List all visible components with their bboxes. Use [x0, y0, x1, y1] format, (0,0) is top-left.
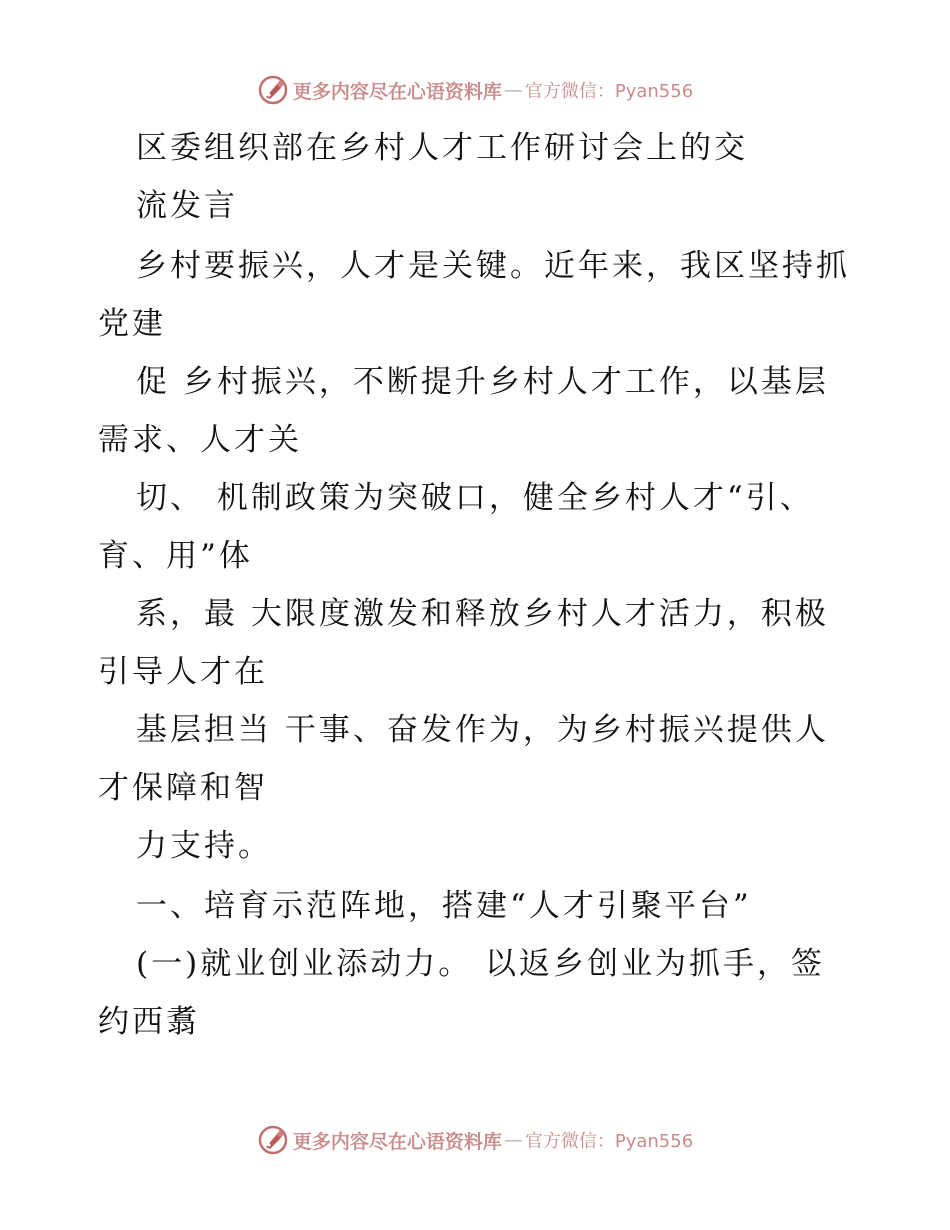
paragraph-line: 促 乡村振兴，不断提升乡村人才工作，以基层 [136, 364, 829, 400]
paragraph-line: 切、 机制政策为突破口，健全乡村人才“引、 [136, 480, 814, 516]
paragraph-line: 才保障和智 [98, 770, 268, 806]
watermark-text: 更多内容尽在心语资料库 [292, 80, 502, 103]
watermark-separator: — [503, 79, 523, 101]
paragraph-line: 育、用”体 [98, 538, 253, 574]
title-line-2: 流发言 [136, 188, 238, 224]
paragraph-line: 需求、人才关 [98, 422, 302, 458]
watermark-wechat: 官方微信：Pyan556 [524, 81, 694, 102]
watermark-text: 更多内容尽在心语资料库 [292, 1130, 502, 1153]
watermark-wechat: 官方微信：Pyan556 [524, 1131, 694, 1152]
footer-watermark [0, 1122, 950, 1158]
paragraph-line: 党建 [98, 306, 166, 342]
header-watermark [0, 72, 950, 108]
subsection-line: (一)就业创业添动力。 以返乡创业为抓手，签 [136, 946, 826, 982]
pen-nib-seal-icon [257, 74, 289, 106]
paragraph-line: 基层担当 干事、奋发作为，为乡村振兴提供人 [136, 712, 829, 748]
title-line-1: 区委组织部在乡村人才工作研讨会上的交 [136, 130, 748, 166]
section-heading: 一、培育示范阵地，搭建“人才引聚平台” [136, 888, 752, 924]
watermark-separator: — [503, 1129, 523, 1151]
paragraph-line: 引导人才在 [98, 654, 268, 690]
paragraph-line: 力支持。 [136, 828, 272, 864]
paragraph-line: 乡村要振兴，人才是关键。近年来，我区坚持抓 [136, 248, 850, 284]
paragraph-line: 系，最 大限度激发和释放乡村人才活力，积极 [136, 596, 829, 632]
pen-nib-seal-icon [257, 1124, 289, 1156]
paragraph-line: 约西翥 [98, 1004, 200, 1040]
